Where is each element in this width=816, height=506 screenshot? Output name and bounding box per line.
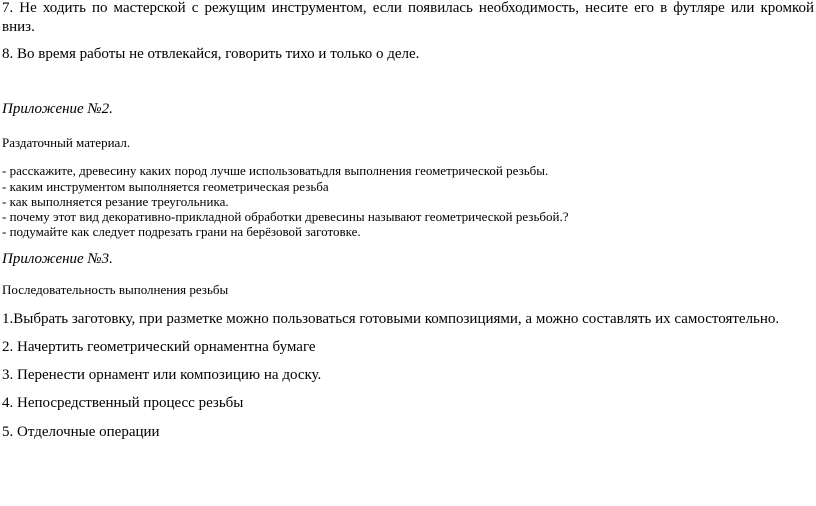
rule-7-line-2: вниз.	[2, 19, 35, 35]
question-item: - каким инструментом выполняется геометрическая резьба	[2, 179, 329, 194]
step-item: 2. Начертить геометрический орнаментна бумаге	[2, 339, 316, 355]
appendix-3-heading: Приложение №3.	[2, 251, 113, 267]
rule-8: 8. Во время работы не отвлекайся, говорить тихо и только о деле.	[2, 46, 420, 62]
step-item: 4. Непосредственный процесс резьбы	[2, 395, 244, 411]
question-item: - почему этот вид декоративно-прикладной обработки древесины называют геометрической резьбой.?	[2, 209, 569, 224]
rule-7-line-1: 7. Не ходить по мастерской с режущим инструментом, если появилась необходимость, несите его в футляре или кромкой	[2, 0, 814, 16]
appendix-3-subtitle: Последовательность выполнения резьбы	[2, 282, 229, 297]
step-item: 5. Отделочные операции	[2, 424, 160, 440]
question-item: - подумайте как следует подрезать грани на берёзовой заготовке.	[2, 224, 361, 239]
question-item: - расскажите, древесину каких пород лучше использоватьдля выполнения геометрической резьбы.	[2, 163, 549, 178]
appendix-2-subtitle: Раздаточный материал.	[2, 135, 131, 150]
step-item: 3. Перенести орнамент или композицию на доску.	[2, 367, 322, 383]
appendix-2-heading: Приложение №2.	[2, 101, 113, 117]
question-item: - как выполняется резание треугольника.	[2, 194, 229, 209]
step-item: 1.Выбрать заготовку, при разметке можно пользоваться готовыми композициями, а можно составлять их самостоятельно.	[2, 311, 780, 327]
